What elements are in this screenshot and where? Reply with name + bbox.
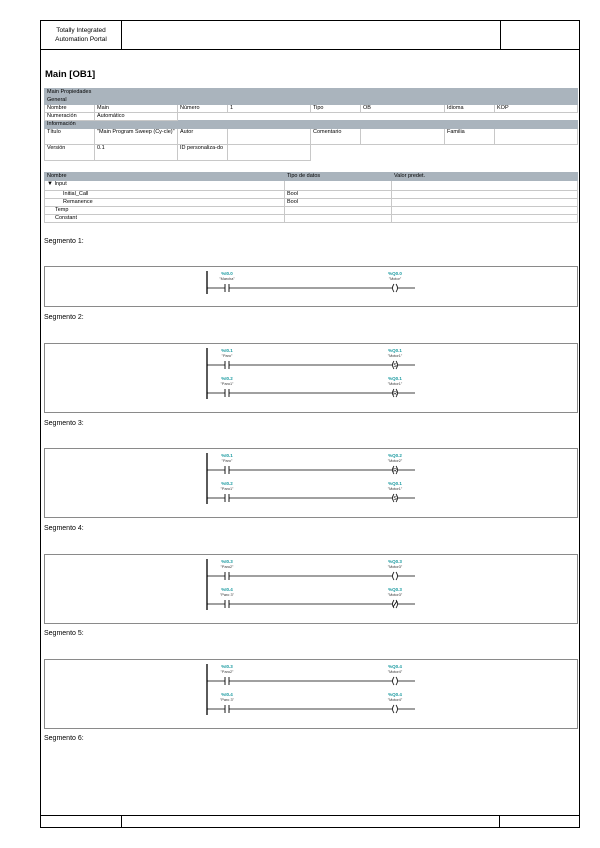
author-value: [228, 129, 311, 145]
type-label: Tipo: [311, 105, 361, 113]
interface-table: [44, 172, 578, 223]
coil-symbol: [396, 572, 398, 580]
caret-down-icon[interactable]: ▼: [47, 181, 53, 187]
coil-symbol: [393, 284, 395, 292]
coil-symbol: [393, 572, 395, 580]
output-address: %Q0.4: [388, 664, 402, 669]
output-address: %Q0.3: [388, 559, 402, 564]
output-tag: "Motor2": [387, 459, 403, 463]
segment-2-label: Segmento 2:: [44, 314, 84, 321]
segment-2-network: [44, 343, 578, 413]
segment-5-label: Segmento 5:: [44, 630, 84, 637]
output-address: %Q0.4: [388, 692, 402, 697]
number-value: 1: [228, 105, 311, 113]
footer-divider-left: [121, 816, 122, 828]
type-value: OB: [361, 105, 445, 113]
interface-row: Remanence Bool: [45, 199, 578, 207]
output-tag: "Motor1": [387, 487, 403, 491]
header-divider: [500, 21, 501, 49]
input-tag: "Paro1": [220, 487, 234, 491]
version-label: Versión: [45, 145, 95, 161]
custom-id-label: ID personaliza-do: [178, 145, 228, 161]
coil-symbol: [393, 705, 395, 713]
info-section: Información: [45, 121, 578, 129]
input-address: %I0.0: [221, 271, 233, 276]
numbering-value: Automático: [95, 113, 178, 121]
ladder-diagram: [45, 660, 577, 728]
properties-table: [44, 88, 578, 161]
page-header: [40, 20, 580, 50]
title-value: "Main Program Sweep (Cy-cle)": [95, 129, 178, 145]
coil-symbol: [396, 705, 398, 713]
output-tag: "Motor": [388, 277, 402, 281]
coil-type-label: R: [393, 391, 397, 397]
output-address: %Q0.1: [388, 348, 402, 353]
input-tag: "Paro2": [220, 670, 234, 674]
family-label: Familia: [445, 129, 495, 145]
output-address: %Q0.2: [388, 453, 402, 458]
version-value: 0.1: [95, 145, 178, 161]
interface-row: Temp: [45, 207, 578, 215]
coil-type-label: R: [393, 468, 397, 474]
input-tag: "Paro": [221, 459, 233, 463]
input-address: %I0.1: [221, 453, 233, 458]
output-tag: "Motor3": [387, 593, 403, 597]
numbering-label: Numeración: [45, 113, 95, 121]
name-label: Nombre: [45, 105, 95, 113]
input-address: %I0.2: [221, 481, 233, 486]
general-section: General: [45, 97, 578, 105]
coil-negation-mark: [393, 601, 397, 607]
output-address: %Q0.1: [388, 481, 402, 486]
comment-value: [361, 129, 445, 145]
segment-4-network: [44, 554, 578, 624]
output-tag: "Motor4": [387, 698, 403, 702]
input-address: %I0.2: [221, 376, 233, 381]
family-value: [495, 129, 578, 145]
segment-4-label: Segmento 4:: [44, 525, 84, 532]
portal-name: Totally Integrated Automation Portal: [41, 21, 122, 49]
segment-3-label: Segmento 3:: [44, 420, 84, 427]
input-tag: "Paro 3": [220, 593, 234, 597]
interface-row: ▼ Input: [45, 181, 578, 191]
input-address: %I0.4: [221, 692, 233, 697]
number-label: Número: [178, 105, 228, 113]
segment-1-network: [44, 266, 578, 307]
language-value: KOP: [495, 105, 578, 113]
ladder-diagram: [45, 449, 577, 517]
ladder-diagram: [45, 555, 577, 623]
input-address: %I0.3: [221, 559, 233, 564]
input-tag: "Paro2": [220, 565, 234, 569]
title-label: Título: [45, 129, 95, 145]
page-footer: [40, 815, 580, 829]
language-label: Idioma: [445, 105, 495, 113]
input-address: %I0.1: [221, 348, 233, 353]
col-default: Valor predet.: [392, 173, 578, 181]
input-address: %I0.3: [221, 664, 233, 669]
coil-symbol: [393, 677, 395, 685]
input-tag: "Paro1": [220, 382, 234, 386]
output-tag: "Motor1": [387, 354, 403, 358]
col-type: Tipo de datos: [285, 173, 392, 181]
segment-6-label: Segmento 6:: [44, 735, 84, 742]
properties-heading: Main Propiedades: [45, 89, 578, 97]
segment-5-network: [44, 659, 578, 729]
input-tag: "Paro": [221, 354, 233, 358]
segment-3-network: [44, 448, 578, 518]
comment-label: Comentario: [311, 129, 361, 145]
output-tag: "Motor1": [387, 382, 403, 386]
author-label: Autor: [178, 129, 228, 145]
col-name: Nombre: [45, 173, 285, 181]
output-address: %Q0.3: [388, 587, 402, 592]
coil-type-label: S: [393, 496, 397, 502]
segment-1-label: Segmento 1:: [44, 238, 84, 245]
interface-row: Constant: [45, 215, 578, 223]
footer-divider-right: [499, 816, 500, 828]
interface-row: Initial_Call Bool: [45, 191, 578, 199]
input-tag: "Marcha": [219, 277, 235, 281]
coil-symbol: [396, 284, 398, 292]
output-address: %Q0.1: [388, 376, 402, 381]
output-tag: "Motor4": [387, 670, 403, 674]
output-address: %Q0.0: [388, 271, 402, 276]
ladder-diagram: [45, 267, 577, 306]
custom-id-value: [228, 145, 311, 161]
coil-symbol: [396, 677, 398, 685]
block-title: Main [OB1]: [45, 69, 96, 80]
coil-type-label: S: [393, 363, 397, 369]
input-tag: "Paro 3": [220, 698, 234, 702]
output-tag: "Motor3": [387, 565, 403, 569]
name-value: Main: [95, 105, 178, 113]
input-address: %I0.4: [221, 587, 233, 592]
ladder-diagram: [45, 344, 577, 412]
